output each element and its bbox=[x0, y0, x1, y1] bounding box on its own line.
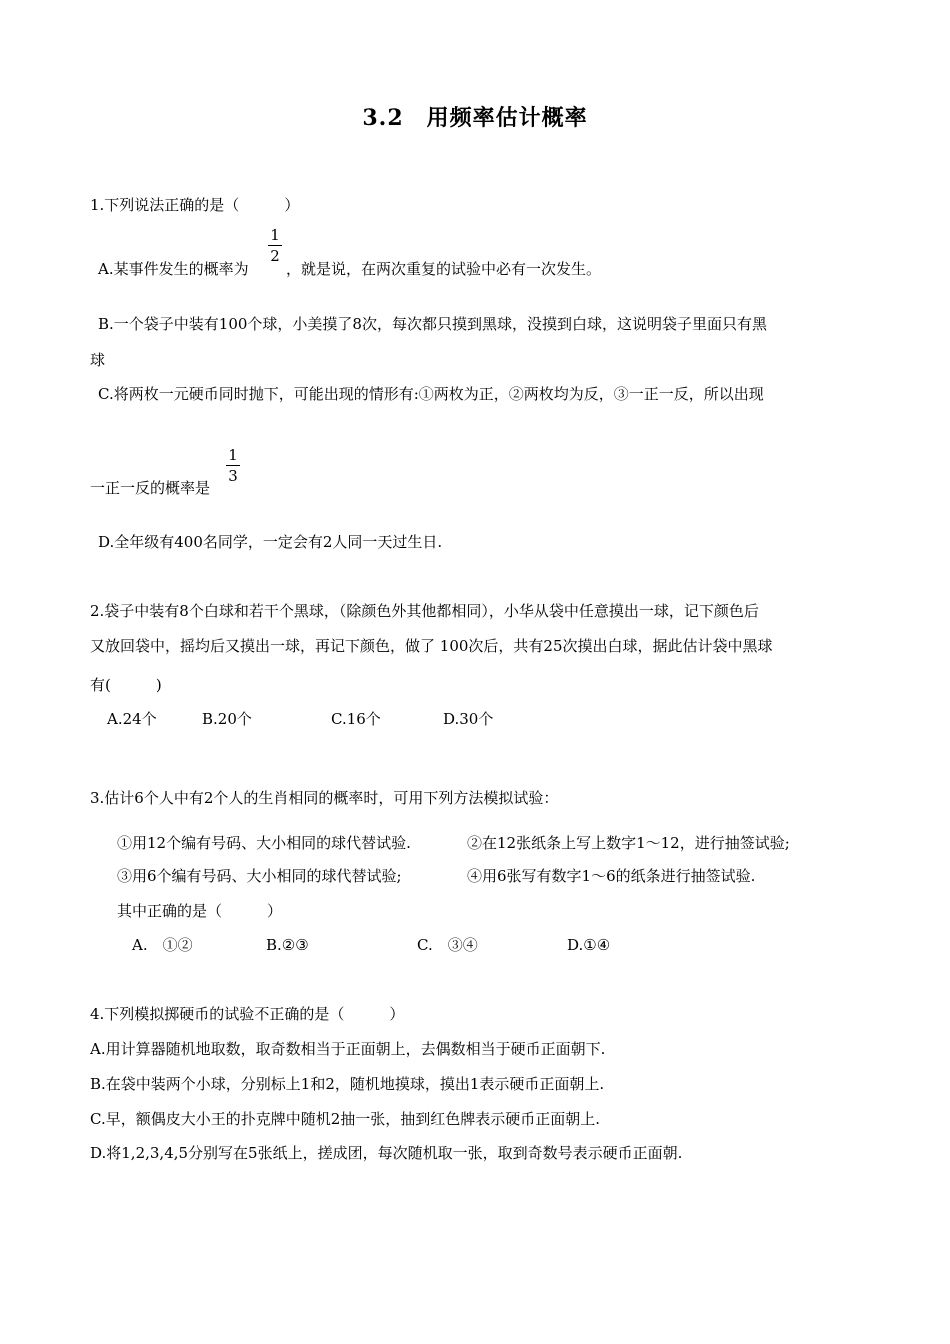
q1-option-a-rest: ，就是说，在两次重复的试验中必有一次发生。 bbox=[286, 260, 602, 278]
fraction-denominator: 2 bbox=[270, 247, 280, 265]
fraction-numerator: 1 bbox=[270, 226, 280, 244]
q4-stem: 4.下列模拟掷硬币的试验不正确的是（ ） bbox=[90, 1005, 405, 1023]
q4-option-c: C.早，额偶皮大小王的扑克牌中随机2抽一张，抽到红色牌表示硬币正面朝上. bbox=[90, 1110, 601, 1128]
q1-option-b-cont: 球 bbox=[90, 351, 106, 369]
q2-line-3: 有( ) bbox=[90, 676, 162, 694]
q3-method-4: ④用6张写有数字1～6的纸条进行抽签试验. bbox=[467, 867, 756, 885]
q3-option-a: A. ①② bbox=[132, 936, 193, 954]
q3-method-2: ②在12张纸条上写上数字1～12，进行抽签试验; bbox=[467, 834, 790, 852]
q1-stem: 1.下列说法正确的是（ ） bbox=[90, 196, 300, 214]
q3-option-c: C. ③④ bbox=[417, 936, 478, 954]
q1-option-c-fraction bbox=[226, 446, 240, 485]
q2-line-2: 又放回袋中，摇均后又摸出一球，再记下颜色，做了 100次后，共有25次摸出白球，据此估计袋中黑球 bbox=[90, 637, 773, 655]
q2-option-a: A.24个 bbox=[107, 710, 157, 728]
q3-method-1: ①用12个编有号码、大小相同的球代替试验. bbox=[117, 834, 411, 852]
q1-option-b: B.一个袋子中装有100个球，小美摸了8次，每次都只摸到黑球，没摸到白球，这说明袋子里面只有黑 bbox=[98, 315, 767, 333]
q4-option-d: D.将1,2,3,4,5分别写在5张纸上，搓成团，每次随机取一张，取到奇数号表示硬币正面朝. bbox=[90, 1144, 683, 1162]
fraction-bar bbox=[268, 245, 282, 246]
fraction-numerator: 1 bbox=[228, 446, 238, 464]
q1-option-d: D.全年级有400名同学，一定会有2人同一天过生日. bbox=[98, 533, 443, 551]
q1-option-c-cont: 一正一反的概率是 bbox=[90, 479, 211, 497]
fraction-bar bbox=[226, 465, 240, 466]
q2-option-b: B.20个 bbox=[202, 710, 252, 728]
q3-stem: 3.估计6个人中有2个人的生肖相同的概率时，可用下列方法模拟试验： bbox=[90, 789, 559, 807]
q1-option-a-fraction bbox=[268, 226, 282, 265]
q2-option-c: C.16个 bbox=[331, 710, 381, 728]
fraction-denominator: 3 bbox=[228, 467, 238, 485]
q4-option-a: A.用计算器随机地取数，取奇数相当于正面朝上，去偶数相当于硬币正面朝下. bbox=[90, 1040, 606, 1058]
page-title: 3.2 用频率估计概率 bbox=[362, 105, 588, 131]
q2-line-1: 2.袋子中装有8个白球和若干个黑球，（除颜色外其他都相同），小华从袋中任意摸出一球，记下颜色后 bbox=[90, 602, 759, 620]
q3-question: 其中正确的是（ ） bbox=[117, 902, 283, 920]
q3-method-3: ③用6个编有号码、大小相同的球代替试验; bbox=[117, 867, 402, 885]
q2-option-d: D.30个 bbox=[443, 710, 494, 728]
q3-option-b: B.②③ bbox=[266, 936, 309, 954]
q4-option-b: B.在袋中装两个小球，分别标上1和2，随机地摸球，摸出1表示硬币正面朝上. bbox=[90, 1075, 605, 1093]
q1-option-c: C.将两枚一元硬币同时抛下，可能出现的情形有:①两枚为正，②两枚均为反，③一正一反，所以出现 bbox=[98, 385, 764, 403]
q3-option-d: D.①④ bbox=[567, 936, 611, 954]
q1-option-a-text: A.某事件发生的概率为 bbox=[98, 260, 249, 278]
